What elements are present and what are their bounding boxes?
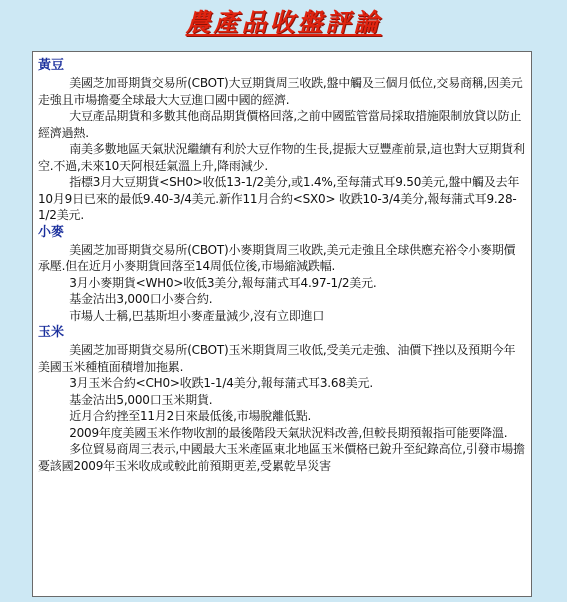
paragraph: 近月合約挫至11月2日來最低後,市場脫離低點. <box>69 409 312 423</box>
section-title-soybean: 黃豆 <box>38 58 65 73</box>
page-title: 農產品收盤評論 <box>185 8 382 37</box>
paragraph: 基金沽出3,000口小麥合約. <box>69 292 213 306</box>
commentary-panel <box>32 51 532 597</box>
paragraph: 大豆產品期貨和多數其他商品期貨價格回落,之前中國監管當局採取措施限制放貸以防止經濟過熱. <box>38 109 522 140</box>
paragraph: 多位貿易商周三表示,中國最大玉米產區東北地區玉米價格已銳升至紀錄高位,引發市場擔憂該國2009年玉米收成或較此前預期更差,受累乾旱災害 <box>38 442 525 473</box>
section-wheat <box>38 224 526 325</box>
section-title-wheat: 小麥 <box>38 224 65 240</box>
paragraph: 2009年度美國玉米作物收割的最後階段天氣狀況料改善,但較長期預報指可能要降溫. <box>69 425 508 440</box>
paragraph: 基金沽出5,000口玉米期貨. <box>69 392 213 407</box>
section-soybean <box>38 57 526 224</box>
paragraph: 指標3月大豆期貨<SH0>收低13-1/2美分,或1.4%,至每蒲式耳9.50美元,盤中觸及去年10月9日已來的最低9.40-3/4美元.新作11月合約<SX0> 收跌10-3/4美分,報每蒲式耳9.28-1/2美元. <box>38 175 520 222</box>
paragraph: 南美多數地區天氣狀況繼續有利於大豆作物的生長,提振大豆豐產前景,這也對大豆期貨利空.不過,未來10天阿根廷氣溫上升,降雨減少. <box>38 142 525 173</box>
paragraph: 3月玉米合約<CH0>收跌1-1/4美分,報每蒲式耳3.68美元. <box>69 376 373 390</box>
paragraph: 美國芝加哥期貨交易所(CBOT)小麥期貨周三收跌,美元走強且全球供應充裕令小麥期價承壓.但在近月小麥期貨回落至14周低位後,市場縮減跌幅. <box>38 242 516 273</box>
section-title-corn: 玉米 <box>38 325 65 340</box>
paragraph: 美國芝加哥期貨交易所(CBOT)大豆期貨周三收跌,盤中觸及三個月低位,交易商稱,因美元走強且市場擔憂全球最大大豆進口國中國的經濟. <box>38 76 523 107</box>
paragraph: 美國芝加哥期貨交易所(CBOT)玉米期貨周三收低,受美元走強、油價下挫以及預期今年美國玉米種植面積增加拖累. <box>38 343 516 374</box>
paragraph: 3月小麥期貨<WH0>收低3美分,報每蒲式耳4.97-1/2美元. <box>69 275 377 290</box>
paragraph: 市場人士稱,巴基斯坦小麥產量減少,沒有立即進口 <box>69 308 325 323</box>
section-corn <box>38 324 526 474</box>
